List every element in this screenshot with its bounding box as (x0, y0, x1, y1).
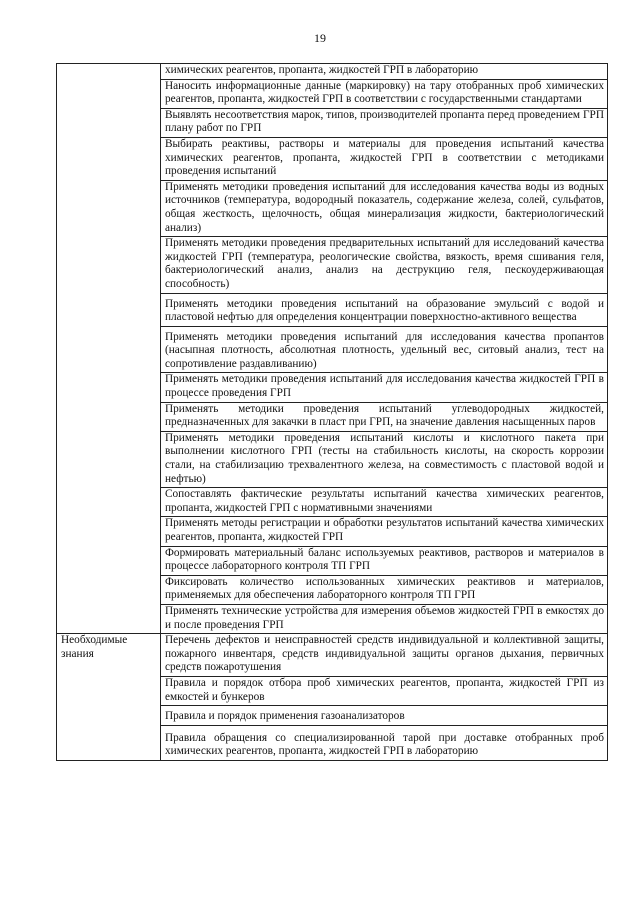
skill-item: Применять методики проведения испытаний углеводородных жидкостей, предназначенных для закачки в пласт при ГРП, на значение давления насыщенных паров (161, 402, 608, 431)
skill-item: Формировать материальный баланс используемых реактивов, растворов и материалов в процессе лабораторного контроля ТП ГРП (161, 546, 608, 575)
competency-table (56, 63, 608, 761)
skill-item: Применять методики проведения испытаний для исследования качества воды из водных источников (температура, водородный показатель, содержание железа, солей, сульфатов, общая жесткость, щелочность, общая минерализация жидкости, бактериологический анализ) (161, 180, 608, 236)
knowledge-item: Перечень дефектов и неисправностей средств индивидуальной и коллективной защиты, пожарного инвентаря, средств индивидуальной защиты органов дыхания, первичных средств пожаротушения (161, 634, 608, 677)
skill-item: Применять методики проведения испытаний на образование эмульсий с водой и пластовой нефтью для определения концентрации поверхностно-активного вещества (161, 293, 608, 326)
knowledge-item: Правила и порядок применения газоанализаторов (161, 706, 608, 726)
skill-item: Применять методики проведения предварительных испытаний для исследований качества жидкостей ГРП (температура, реологические свойства, вязкость, время сшивания геля, бактериологический анализ, анализ на деструкцию геля, пескоудерживающая способность) (161, 237, 608, 293)
skill-item: Применять методы регистрации и обработки результатов испытаний качества химических реагентов, пропанта, жидкостей ГРП (161, 517, 608, 546)
knowledge-item: Правила и порядок отбора проб химических реагентов, пропанта, жидкостей ГРП из емкостей и бункеров (161, 676, 608, 705)
skill-item: Фиксировать количество использованных химических реактивов и материалов, применяемых для обеспечения лабораторного контроля ТП ГРП (161, 575, 608, 604)
skill-item: Применять технические устройства для измерения объемов жидкостей ГРП в емкостях до и после проведения ГРП (161, 604, 608, 633)
table-row (57, 64, 608, 80)
skill-item: Наносить информационные данные (маркировку) на тару отобранных проб химических реагентов, пропанта, жидкостей ГРП в соответствии с государственными стандартами (161, 79, 608, 108)
skill-item: Применять методики проведения испытаний кислоты и кислотного пакета при выполнении кислотного ГРП (тесты на стабильность кислоты, на скорость коррозии стали, на стабилизацию трехвалентного железа, на совместимость с пластовой водой и нефтью) (161, 431, 608, 487)
page-number: 19 (314, 31, 326, 45)
skill-item: Применять методики проведения испытаний для исследования качества жидкостей ГРП в процессе проведения ГРП (161, 373, 608, 402)
skill-item: Применять методики проведения испытаний для исследования качества пропантов (насыпная плотность, абсолютная плотность, удельный вес, ситовый анализ, тест на сопротивление раздавливанию) (161, 326, 608, 373)
skill-item: Выявлять несоответствия марок, типов, производителей пропанта перед проведением ГРП плану работ по ГРП (161, 108, 608, 137)
skill-item: Сопоставлять фактические результаты испытаний качества химических реагентов, пропанта, жидкостей ГРП с нормативными значениями (161, 488, 608, 517)
knowledge-item: Правила обращения со специализированной тарой при доставке отобранных проб химических реагентов, пропанта, жидкостей ГРП в лабораторию (161, 725, 608, 760)
table-row (57, 634, 608, 677)
skill-item: Выбирать реактивы, растворы и материалы для проведения испытаний качества химических реагентов, пропанта, жидкостей ГРП в соответствии с методиками проведения испытаний (161, 137, 608, 180)
skills-label-cell (57, 64, 161, 634)
skill-item: химических реагентов, пропанта, жидкостей ГРП в лабораторию (161, 64, 608, 80)
knowledge-label: Необходимые знания (57, 634, 161, 761)
